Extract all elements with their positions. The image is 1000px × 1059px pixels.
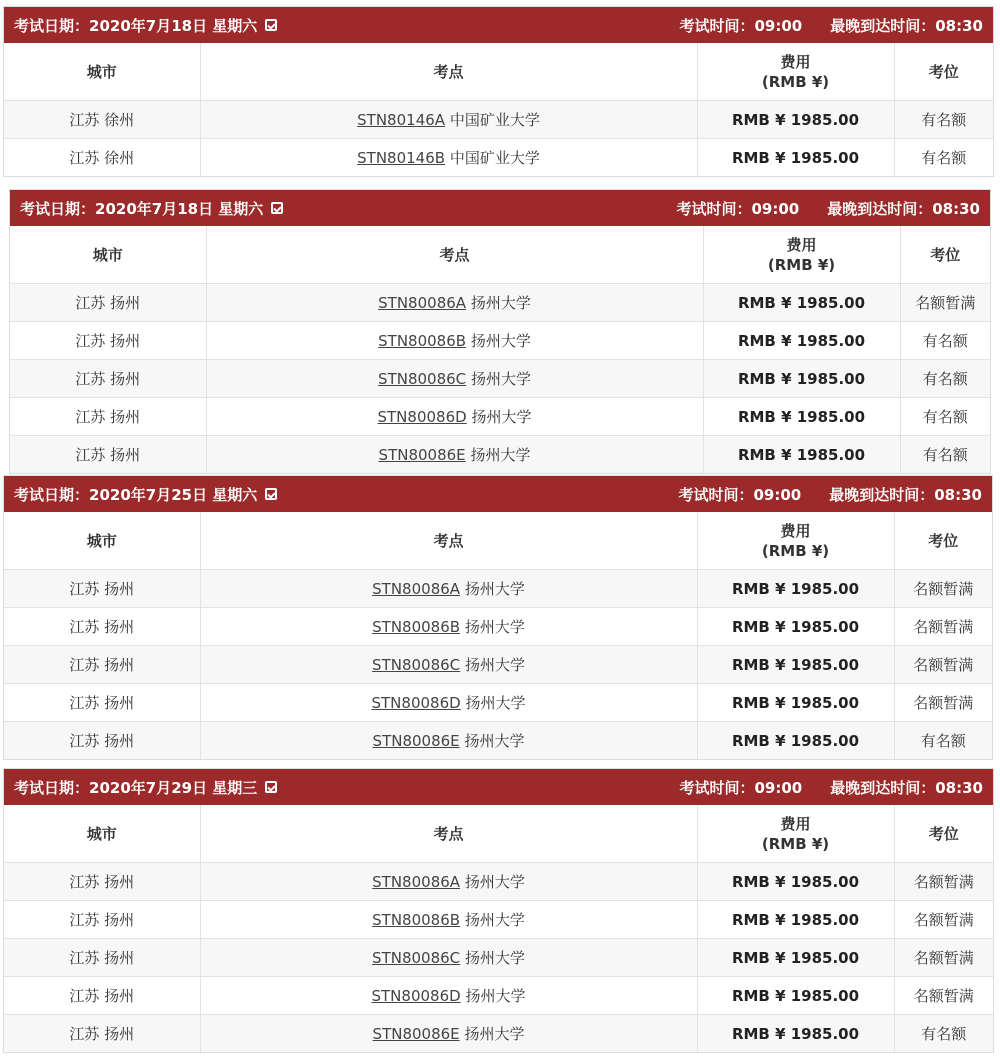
session-block-1 xyxy=(3,6,994,177)
venue-cell xyxy=(206,322,703,360)
calendar-check-icon xyxy=(265,488,277,500)
venue-cell xyxy=(200,901,697,939)
session-header-bar xyxy=(4,769,993,805)
col-fee-header-line1: 费用 xyxy=(780,52,811,71)
venue-name: 扬州大学 xyxy=(470,332,531,350)
latest-arrival-value: 08:30 xyxy=(935,778,983,797)
fee-cell: RMB ¥ 1985.00 xyxy=(697,1015,894,1053)
col-city-header: 城市 xyxy=(4,512,200,570)
seat-status-cell: 有名额 xyxy=(900,436,990,474)
seat-status-cell: 有名额 xyxy=(894,139,993,177)
city-cell: 江苏 扬州 xyxy=(10,284,206,322)
table-row xyxy=(4,139,993,177)
venue-name: 扬州大学 xyxy=(464,949,525,967)
table-header-row xyxy=(4,805,993,863)
seat-status-cell: 名额暂满 xyxy=(894,901,993,939)
seat-status-cell: 名额暂满 xyxy=(894,863,993,901)
fee-cell: RMB ¥ 1985.00 xyxy=(697,570,894,608)
col-fee-header-line2: (RMB ¥) xyxy=(767,255,836,274)
venue-code-link[interactable]: STN80086A xyxy=(372,873,461,891)
venue-code-link[interactable]: STN80086B xyxy=(372,911,461,929)
venue-name: 扬州大学 xyxy=(465,694,526,712)
city-cell: 江苏 扬州 xyxy=(4,977,200,1015)
table-row xyxy=(10,360,990,398)
fee-cell: RMB ¥ 1985.00 xyxy=(703,284,900,322)
venue-cell xyxy=(206,436,703,474)
city-cell: 江苏 扬州 xyxy=(4,570,200,608)
city-cell: 江苏 扬州 xyxy=(4,939,200,977)
venue-code-link[interactable]: STN80086C xyxy=(372,949,461,967)
latest-arrival xyxy=(830,15,983,36)
table-row xyxy=(10,398,990,436)
latest-arrival xyxy=(830,777,983,798)
col-fee-header-line1: 费用 xyxy=(786,235,817,254)
latest-arrival-value: 08:30 xyxy=(934,485,982,504)
venue-code-link[interactable]: STN80146A xyxy=(357,111,446,129)
venue-cell xyxy=(200,939,697,977)
venue-code-link[interactable]: STN80086C xyxy=(372,656,461,674)
exam-time xyxy=(676,198,799,219)
table-header-row xyxy=(4,43,993,101)
table-row xyxy=(4,977,993,1015)
session-block-2 xyxy=(9,189,991,474)
session-header-bar xyxy=(4,7,993,43)
seat-status-cell: 名额暂满 xyxy=(894,977,993,1015)
latest-arrival-value: 08:30 xyxy=(935,16,983,35)
table-row xyxy=(4,101,993,139)
city-cell: 江苏 扬州 xyxy=(4,608,200,646)
fee-cell: RMB ¥ 1985.00 xyxy=(703,322,900,360)
col-seats-header: 考位 xyxy=(894,512,992,570)
exam-time-label: 考试时间： xyxy=(679,778,755,797)
latest-arrival-value: 08:30 xyxy=(932,199,980,218)
latest-arrival-label: 最晚到达时间： xyxy=(830,778,936,797)
venue-code-link[interactable]: STN80086E xyxy=(372,1025,460,1043)
table-row xyxy=(10,322,990,360)
venue-name: 扬州大学 xyxy=(464,656,525,674)
venue-code-link[interactable]: STN80086D xyxy=(377,408,467,426)
table-row xyxy=(4,1015,993,1053)
col-city-header: 城市 xyxy=(10,226,206,284)
col-fee-header xyxy=(697,43,894,101)
venue-cell xyxy=(206,284,703,322)
venue-cell xyxy=(200,684,697,722)
venue-cell xyxy=(200,570,697,608)
session-header-bar xyxy=(4,476,992,512)
fee-cell: RMB ¥ 1985.00 xyxy=(703,360,900,398)
venue-name: 扬州大学 xyxy=(464,732,525,750)
latest-arrival-label: 最晚到达时间： xyxy=(827,199,933,218)
venue-code-link[interactable]: STN80086A xyxy=(372,580,461,598)
venue-name: 扬州大学 xyxy=(464,1025,525,1043)
col-fee-header-line1: 费用 xyxy=(780,521,811,540)
exam-time xyxy=(678,484,801,505)
exam-time xyxy=(679,15,802,36)
seat-status-cell: 名额暂满 xyxy=(894,684,992,722)
col-fee-header xyxy=(697,512,894,570)
fee-cell: RMB ¥ 1985.00 xyxy=(697,646,894,684)
city-cell: 江苏 徐州 xyxy=(4,101,200,139)
city-cell: 江苏 扬州 xyxy=(4,684,200,722)
table-row xyxy=(4,684,992,722)
venue-name: 扬州大学 xyxy=(470,294,531,312)
table-row xyxy=(4,939,993,977)
col-venue-header: 考点 xyxy=(200,805,697,863)
fee-cell: RMB ¥ 1985.00 xyxy=(697,722,894,760)
col-venue-header: 考点 xyxy=(200,512,697,570)
col-fee-header-line1: 费用 xyxy=(780,814,811,833)
exam-time xyxy=(679,777,802,798)
table-header-row xyxy=(4,512,992,570)
exam-date-value: 2020年7月25日 星期六 xyxy=(89,485,258,504)
table-row xyxy=(10,284,990,322)
col-seats-header: 考位 xyxy=(900,226,990,284)
venue-name: 中国矿业大学 xyxy=(449,111,540,129)
fee-cell: RMB ¥ 1985.00 xyxy=(697,901,894,939)
fee-cell: RMB ¥ 1985.00 xyxy=(703,398,900,436)
seat-status-cell: 有名额 xyxy=(894,101,993,139)
exam-time-label: 考试时间： xyxy=(679,16,755,35)
city-cell: 江苏 扬州 xyxy=(10,360,206,398)
table-body xyxy=(4,101,993,177)
venue-cell xyxy=(206,398,703,436)
col-city-header: 城市 xyxy=(4,805,200,863)
venue-cell xyxy=(200,608,697,646)
exam-time-value: 09:00 xyxy=(751,199,800,218)
venue-cell xyxy=(200,863,697,901)
table-row xyxy=(4,901,993,939)
venue-name: 扬州大学 xyxy=(470,446,531,464)
col-fee-header xyxy=(703,226,900,284)
calendar-check-icon xyxy=(265,19,277,31)
city-cell: 江苏 扬州 xyxy=(4,646,200,684)
venue-cell xyxy=(200,977,697,1015)
venue-name: 扬州大学 xyxy=(471,408,532,426)
venue-code-link[interactable]: STN80086D xyxy=(371,987,461,1005)
fee-cell: RMB ¥ 1985.00 xyxy=(703,436,900,474)
exam-time-label: 考试时间： xyxy=(676,199,752,218)
fee-cell: RMB ¥ 1985.00 xyxy=(697,939,894,977)
table-row xyxy=(4,608,992,646)
exam-date xyxy=(14,484,277,505)
venue-code-link[interactable]: STN80086D xyxy=(371,694,461,712)
exam-time-label: 考试时间： xyxy=(678,485,754,504)
venue-code-link[interactable]: STN80146B xyxy=(357,149,446,167)
venue-cell xyxy=(206,360,703,398)
table-row xyxy=(4,646,992,684)
seat-status-cell: 名额暂满 xyxy=(894,939,993,977)
city-cell: 江苏 扬州 xyxy=(10,398,206,436)
table-body xyxy=(4,570,992,760)
session-header-bar xyxy=(10,190,990,226)
venue-name: 扬州大学 xyxy=(465,987,526,1005)
seat-status-cell: 名额暂满 xyxy=(900,284,990,322)
calendar-check-icon xyxy=(265,781,277,793)
seat-status-cell: 有名额 xyxy=(900,360,990,398)
venue-cell xyxy=(200,646,697,684)
seat-status-cell: 有名额 xyxy=(894,722,992,760)
venue-name: 扬州大学 xyxy=(470,370,531,388)
exam-date-value: 2020年7月18日 星期六 xyxy=(89,16,258,35)
exam-time-value: 09:00 xyxy=(754,778,803,797)
venue-name: 扬州大学 xyxy=(464,911,525,929)
city-cell: 江苏 扬州 xyxy=(4,901,200,939)
venue-name: 扬州大学 xyxy=(464,873,525,891)
table-row xyxy=(4,722,992,760)
venue-table xyxy=(4,43,993,176)
venue-code-link[interactable]: STN80086C xyxy=(378,370,467,388)
session-block-4 xyxy=(3,768,994,1053)
venue-table xyxy=(4,805,993,1052)
exam-date-value: 2020年7月29日 星期三 xyxy=(89,778,258,797)
venue-code-link[interactable]: STN80086B xyxy=(378,332,467,350)
city-cell: 江苏 徐州 xyxy=(4,139,200,177)
venue-code-link[interactable]: STN80086E xyxy=(372,732,460,750)
city-cell: 江苏 扬州 xyxy=(10,436,206,474)
latest-arrival-label: 最晚到达时间： xyxy=(830,16,936,35)
exam-date-label: 考试日期： xyxy=(14,778,90,797)
table-body xyxy=(4,863,993,1053)
latest-arrival xyxy=(829,484,982,505)
venue-cell xyxy=(200,722,697,760)
exam-date-label: 考试日期： xyxy=(20,199,96,218)
seat-status-cell: 名额暂满 xyxy=(894,608,992,646)
col-seats-header: 考位 xyxy=(894,43,993,101)
col-city-header: 城市 xyxy=(4,43,200,101)
fee-cell: RMB ¥ 1985.00 xyxy=(697,863,894,901)
table-row xyxy=(4,863,993,901)
exam-time-value: 09:00 xyxy=(753,485,802,504)
calendar-check-icon xyxy=(271,202,283,214)
exam-date-label: 考试日期： xyxy=(14,16,90,35)
col-seats-header: 考位 xyxy=(894,805,993,863)
seat-status-cell: 名额暂满 xyxy=(894,646,992,684)
venue-code-link[interactable]: STN80086B xyxy=(372,618,461,636)
exam-date xyxy=(14,777,277,798)
venue-cell xyxy=(200,101,697,139)
city-cell: 江苏 扬州 xyxy=(4,1015,200,1053)
venue-code-link[interactable]: STN80086E xyxy=(378,446,466,464)
city-cell: 江苏 扬州 xyxy=(4,863,200,901)
city-cell: 江苏 扬州 xyxy=(4,722,200,760)
venue-cell xyxy=(200,139,697,177)
table-row xyxy=(10,436,990,474)
fee-cell: RMB ¥ 1985.00 xyxy=(697,977,894,1015)
exam-date xyxy=(14,15,277,36)
venue-cell xyxy=(200,1015,697,1053)
table-header-row xyxy=(10,226,990,284)
fee-cell: RMB ¥ 1985.00 xyxy=(697,101,894,139)
table-body xyxy=(10,284,990,474)
exam-time-value: 09:00 xyxy=(754,16,803,35)
fee-cell: RMB ¥ 1985.00 xyxy=(697,684,894,722)
table-row xyxy=(4,570,992,608)
seat-status-cell: 有名额 xyxy=(900,398,990,436)
fee-cell: RMB ¥ 1985.00 xyxy=(697,139,894,177)
venue-name: 扬州大学 xyxy=(464,580,525,598)
venue-name: 扬州大学 xyxy=(464,618,525,636)
city-cell: 江苏 扬州 xyxy=(10,322,206,360)
fee-cell: RMB ¥ 1985.00 xyxy=(697,608,894,646)
exam-date-value: 2020年7月18日 星期六 xyxy=(95,199,264,218)
venue-code-link[interactable]: STN80086A xyxy=(378,294,467,312)
exam-date xyxy=(20,198,283,219)
seat-status-cell: 名额暂满 xyxy=(894,570,992,608)
col-venue-header: 考点 xyxy=(200,43,697,101)
col-fee-header-line2: (RMB ¥) xyxy=(761,541,830,560)
col-fee-header-line2: (RMB ¥) xyxy=(761,72,830,91)
col-fee-header-line2: (RMB ¥) xyxy=(761,834,830,853)
venue-table xyxy=(10,226,990,473)
session-block-3 xyxy=(3,475,993,760)
col-venue-header: 考点 xyxy=(206,226,703,284)
venue-name: 中国矿业大学 xyxy=(449,149,540,167)
exam-date-label: 考试日期： xyxy=(14,485,90,504)
latest-arrival xyxy=(827,198,980,219)
seat-status-cell: 有名额 xyxy=(894,1015,993,1053)
col-fee-header xyxy=(697,805,894,863)
venue-table xyxy=(4,512,992,759)
latest-arrival-label: 最晚到达时间： xyxy=(829,485,935,504)
seat-status-cell: 有名额 xyxy=(900,322,990,360)
